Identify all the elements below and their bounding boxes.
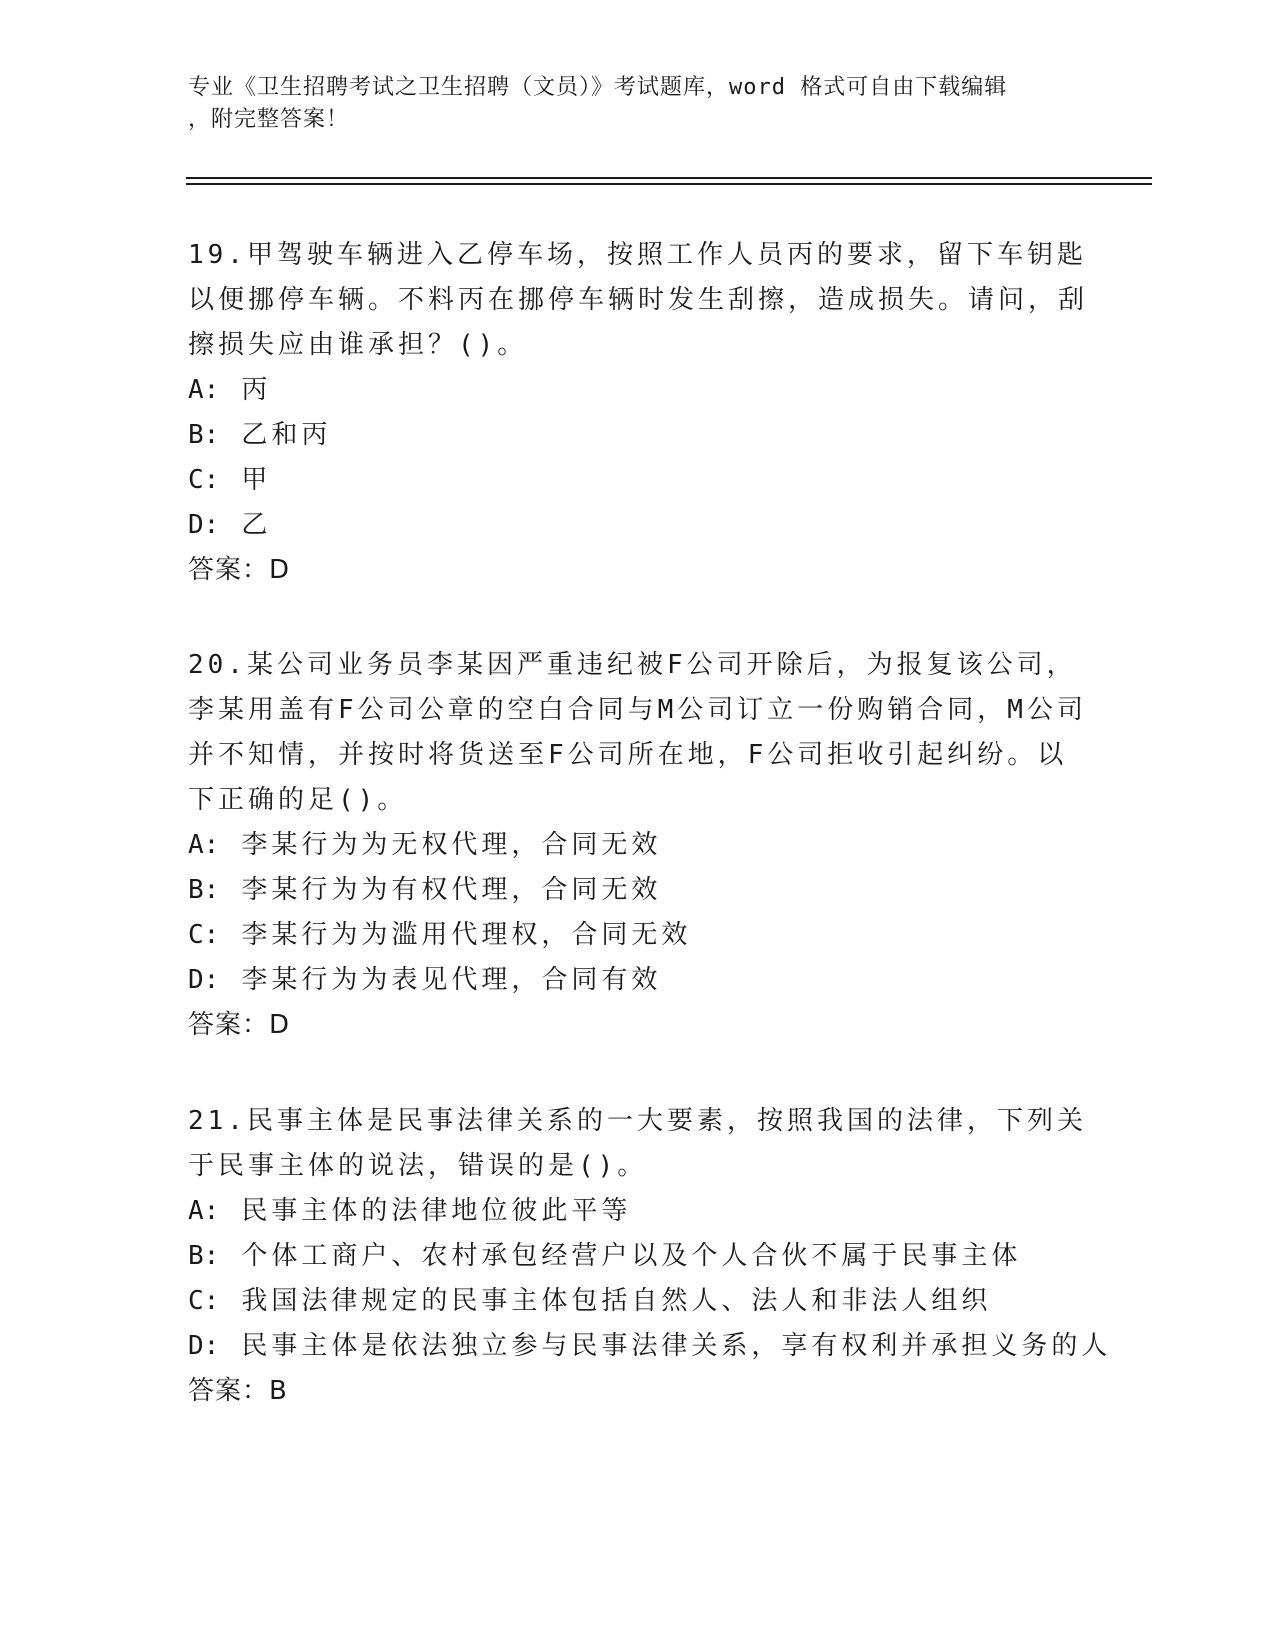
option-a [188,823,1088,868]
option-text: 甲 [241,465,272,495]
option-letter: D: [188,510,220,540]
option-letter: B: [188,1241,220,1271]
option-letter: A: [188,1196,220,1226]
option-letter: C: [188,465,220,495]
question-stem: 20.某公司业务员李某因严重违纪被F公司开除后，为报复该公司，李某用盖有F公司公章的空白合同与M公司订立一份购销合同，M公司并不知情，并按时将货送至F公司所在地，F公司拒收引起纠纷。以下正确的足()。 [188,650,1087,815]
option-text: 乙和丙 [241,420,332,450]
option-b [188,1234,1088,1279]
question-stem: 21.民事主体是民事法律关系的一大要素，按照我国的法律，下列关于民事主体的说法，错误的是()。 [188,1106,1087,1181]
option-text: 李某行为为滥用代理权，合同无效 [241,920,692,950]
option-letter: B: [188,420,220,450]
option-text: 丙 [241,375,272,405]
header-divider-top [186,177,1152,179]
option-d [188,1324,1112,1369]
option-text: 李某行为为有权代理，合同无效 [241,875,662,905]
option-c [188,458,1088,503]
answer-line: 答案：D [188,555,291,585]
option-c [188,1279,1088,1324]
answer-line: 答案：D [188,1010,291,1040]
question-stem: 19.甲驾驶车辆进入乙停车场，按照工作人员丙的要求，留下车钥匙以便挪停车辆。不料丙在挪停车辆时发生刮擦，造成损失。请问，刮擦损失应由谁承担？()。 [188,240,1089,360]
option-a [188,368,1088,413]
option-letter: D: [188,965,220,995]
option-b [188,413,1088,458]
option-b [188,868,1088,913]
option-letter: A: [188,830,220,860]
option-text: 个体工商户、农村承包经营户以及个人合伙不属于民事主体 [241,1241,1022,1271]
option-letter: D: [188,1331,220,1361]
question-21 [188,1099,1112,1414]
document-header: 专业《卫生招聘考试之卫生招聘（文员）》考试题库，word 格式可自由下载编辑 ，附完整答案！ [188,75,1008,132]
option-letter: C: [188,1286,220,1316]
option-text: 李某行为为表见代理，合同有效 [241,965,662,995]
answer-line: 答案：B [188,1376,288,1406]
option-letter: A: [188,375,220,405]
option-letter: C: [188,920,220,950]
option-c [188,913,1088,958]
header-divider-bottom [186,183,1152,185]
option-text: 我国法律规定的民事主体包括自然人、法人和非法人组织 [241,1286,992,1316]
question-20 [188,643,1088,1048]
question-19 [188,233,1088,593]
option-d [188,958,1088,1003]
option-a [188,1189,1088,1234]
option-text: 李某行为为无权代理，合同无效 [241,830,662,860]
option-d [188,503,1088,548]
option-text: 民事主体的法律地位彼此平等 [241,1196,632,1226]
option-text: 乙 [241,510,272,540]
option-text: 民事主体是依法独立参与民事法律关系，享有权利并承担义务的人 [241,1331,1112,1361]
option-letter: B: [188,875,220,905]
